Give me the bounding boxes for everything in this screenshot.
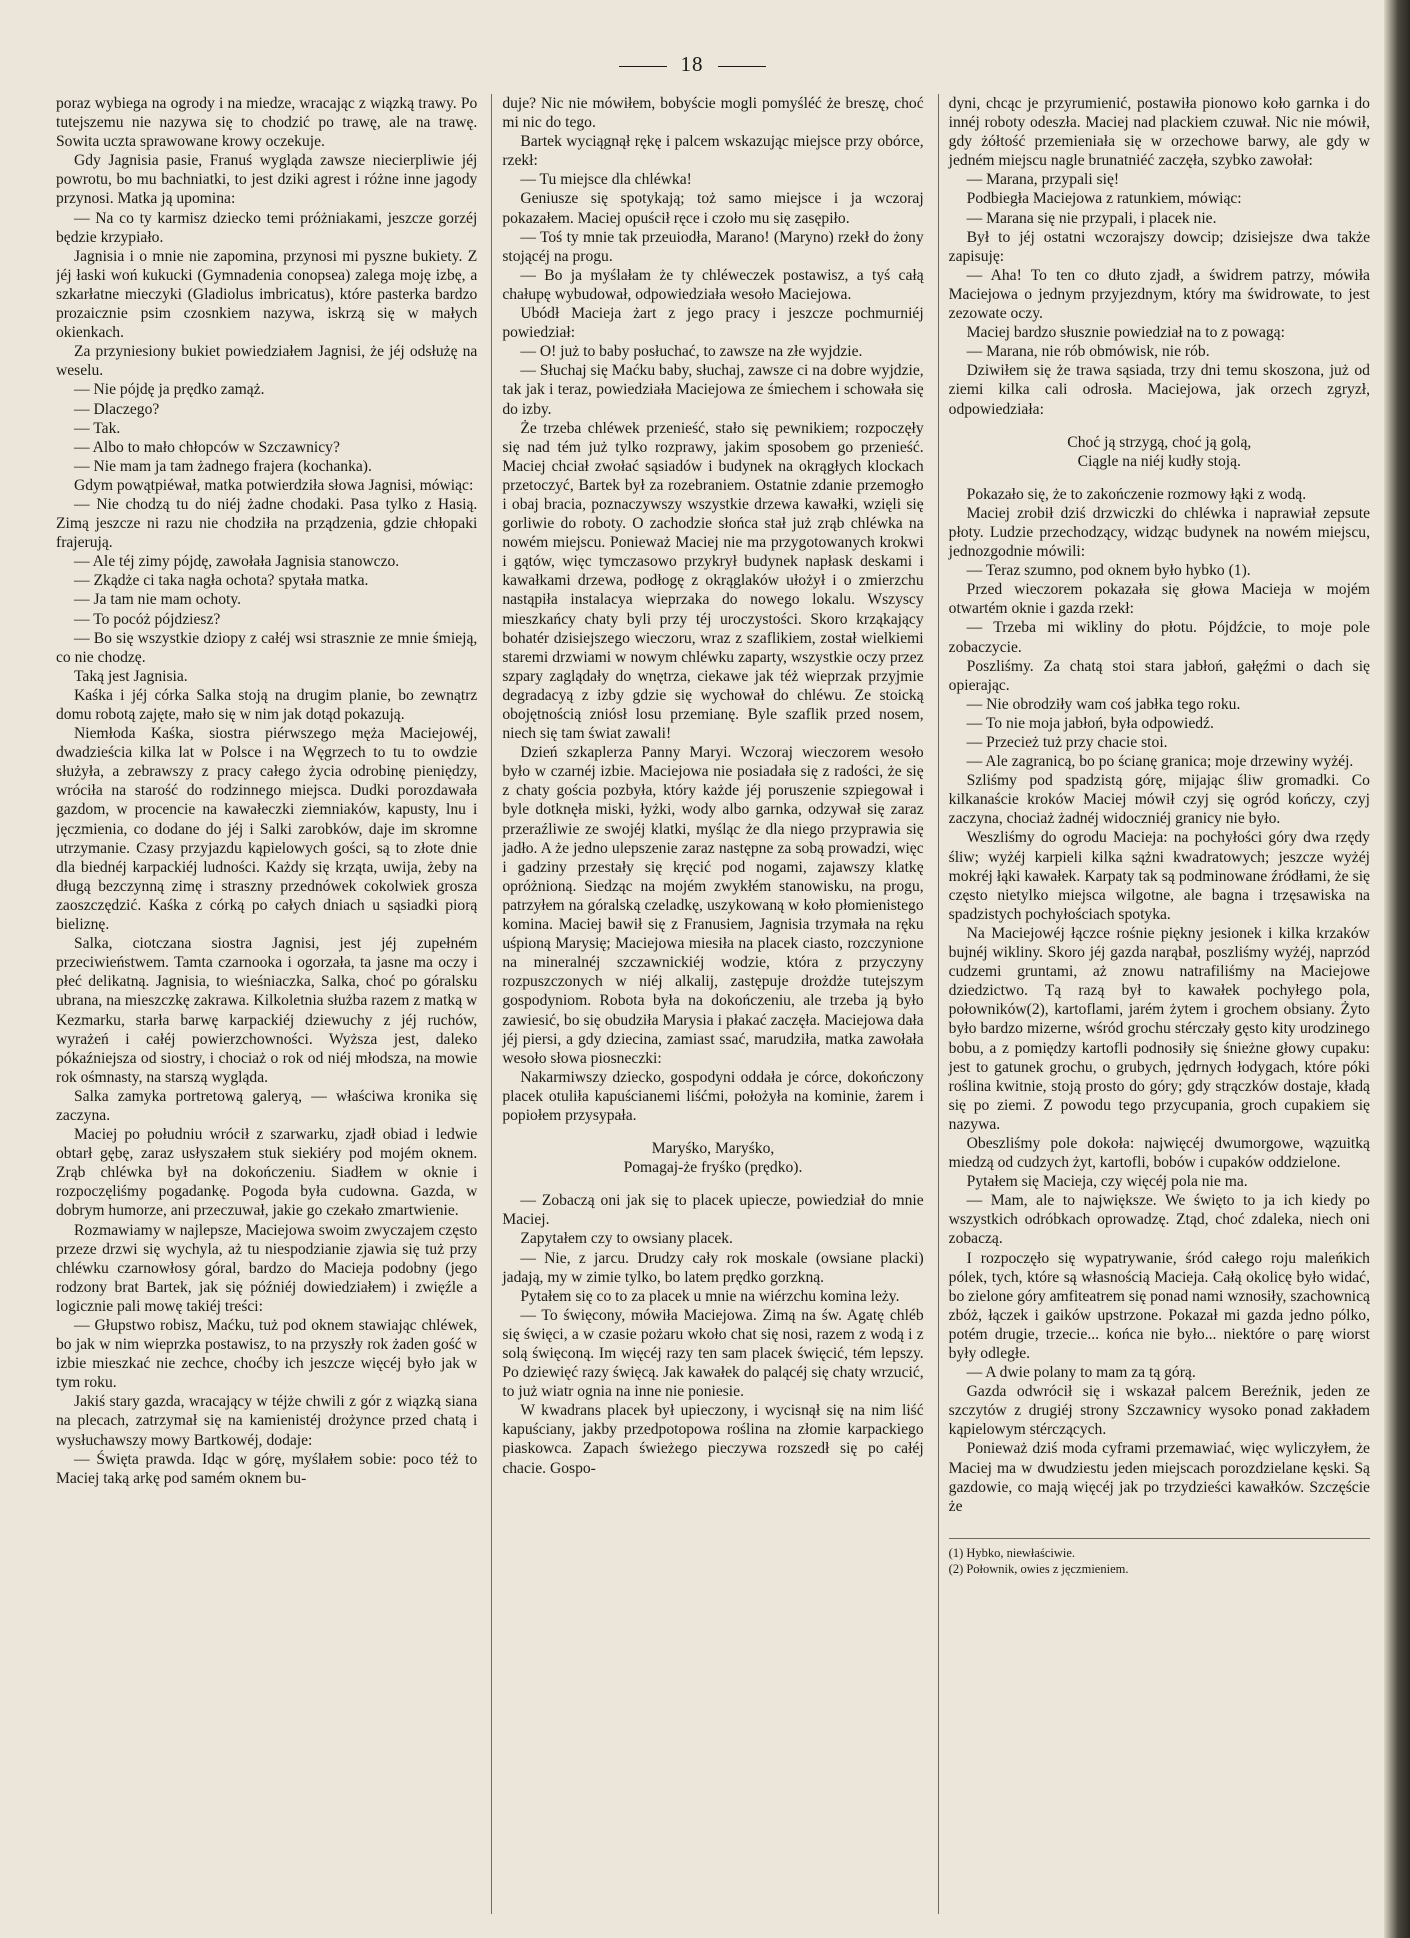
paragraph: Pokazało się, że to zakończenie rozmowy łąki z wodą.	[966, 485, 1307, 503]
paragraph: Nakarmiwszy dziecko, gospodyni oddała je córce, dokończony placek otuliła kapuścianemi liśćmi, położyła na kominie, żarem i popiołem przysypała.	[502, 1068, 924, 1124]
paragraph: — Trzeba mi wikliny do płotu. Pójdźcie, to moje pole zobaczycie.	[948, 619, 1370, 656]
paragraph: — Bo ja myślałam że ty chléweczek postawisz, a tyś całą chałupę wybudował, odpowiedziała wesoło Maciejowa.	[502, 266, 924, 303]
paragraph: — Nie chodzą tu do niéj żadne chodaki. Pasa tylko z Hasią. Zimą jeszcze ni razu nie chodziła na prządzenia, gdzie chłopaki frajerują.	[56, 495, 478, 552]
footnote: (1) Hybko, niewłaściwie.	[948, 1545, 1076, 1560]
footnotes	[949, 1538, 1370, 1577]
text-columns	[56, 94, 1370, 1914]
paragraph: Maciej bardzo słusznie powiedział na to z powagą:	[966, 324, 1285, 342]
paragraph: — Teraz szumno, pod oknem było hybko (1).	[966, 562, 1251, 580]
paragraph: poraz wybiega na ogrody i na miedze, wracając z wiązką trawy. Po tutejszemu nie nazywa się to chodzić po trawę, ale na trawę. Sowita uczta sprawowane krowy oczekuje.	[56, 95, 478, 151]
paragraph: Ponieważ dziś moda cyframi przemawiać, więc wyliczyłem, że Maciej ma w dwudziestu jeden miejscach porozdzielane kęski. Są gazdowie, co mają więcéj jak po trzydzieści kawałków. Szczęście że	[948, 1440, 1370, 1515]
paragraph: Przed wieczorem pokazała się głowa Macieja w mojém otwartém oknie i gazda rzekł:	[948, 581, 1370, 618]
paragraph: Za przyniesiony bukiet powiedziałem Jagnisi, że jéj odsłużę na weselu.	[56, 343, 478, 380]
paragraph: Poszliśmy. Za chatą stoi stara jabłoń, gałęźmi o dach się opierając.	[948, 657, 1370, 694]
paragraph: — Tu miejsce dla chléwka!	[520, 171, 692, 189]
paragraph: — Toś ty mnie tak przeuiodła, Marano! (Maryno) rzekł do żony stojącéj na progu.	[502, 228, 924, 265]
paragraph: Pytałem się Macieja, czy więcéj pola nie ma.	[966, 1173, 1248, 1191]
paragraph: W kwadrans placek był upieczony, i wycisnął się na nim liść kapuściany, jakby przedpotopowa roślina na złomie karpackiego piaskowca. Zapach świeżego pieczywa rozszedł się po całéj chacie. Gospo-	[502, 1402, 924, 1477]
paragraph: Obeszliśmy pole dokoła: najwięcéj dwumorgowe, wązuitką miedzą od cudzych żyt, kartofli, bobów i cupaków oddzielone.	[948, 1134, 1370, 1172]
column-3	[938, 94, 1370, 1914]
footnote: (2) Połownik, owies z jęczmieniem.	[948, 1561, 1129, 1576]
paragraph: Bartek wyciągnął rękę i palcem wskazując miejsce przy obórce, rzekł:	[502, 133, 924, 170]
paragraph: — A dwie polany to mam za tą górą.	[966, 1364, 1196, 1382]
paragraph: — Zobaczą oni jak się to placek upiecze, powiedział do mnie Maciej.	[502, 1192, 924, 1229]
paragraph: — Marana się nie przypali, i placek nie.	[966, 209, 1217, 227]
header-dash-left	[619, 66, 667, 67]
column-1	[56, 94, 477, 1914]
paragraph: — Święta prawda. Idąc w górę, myślałem sobie: poco téż to Maciej taką arkę pod samém oknem bu-	[56, 1450, 478, 1487]
paragraph: Gazda odwrócił się i wskazał palcem Bereźnik, jeden ze szczytów z drugiéj strony Szczawnicy wysoko ponad zakładem kąpielowym stérczących.	[948, 1383, 1370, 1439]
verse-line: Pomagaj-że fryśko (prędko).	[623, 1159, 803, 1177]
paragraph: Rozmawiamy w najlepsze, Maciejowa swoim zwyczajem często przeze drzwi się wychyla, aż tu niespodzianie zjawia się tuż przy chléwku czarnowłosy góral, bardzo do Macieja podobny (jego rodzony brat Bartek, jak się późniéj dowiedziałem) i zwięźle a logicznie pali mowę takiéj treści:	[56, 1221, 478, 1315]
paragraph: — Tak.	[74, 419, 121, 437]
paragraph: — Nie pójdę ja prędko zamąż.	[74, 381, 265, 399]
paragraph: dyni, chcąc je przyrumienić, postawiła pionowo koło garnka i do innéj roboty odeszła. Maciej nad plackiem czuwał. Nic nie mówił, gdy żółtość przemieniała się w orzechowe barwy, ale gdy w jedném miejscu nagle brunatniéć zaczęła, szybko zawołał:	[948, 95, 1370, 170]
verse-line: Ciągle na niéj kudły stoją.	[1077, 452, 1241, 470]
paragraph: Taką jest Jagnisia.	[74, 667, 188, 685]
paragraph: Jakiś stary gazda, wracający w téjże chwili z gór z wiązką siana na plecach, zatrzymał się na kamienistéj drożynce przed chatą i wysłuchawszy mowy Bartkowéj, dodaje:	[56, 1393, 478, 1449]
paragraph: — Ja tam nie mam ochoty.	[74, 591, 242, 609]
paragraph: Gdym powątpiéwał, matka potwierdziła słowa Jagnisi, mówiąc:	[74, 476, 474, 494]
page-edge-shadow	[1384, 0, 1410, 1938]
paragraph: Ubódł Macieja żart z jego pracy i jeszcze pochmurniéj powiedział:	[502, 305, 924, 342]
paragraph: Że trzeba chléwek przenieść, stało się pewnikiem; rozpoczęły się nad tém już tylko rozprawy, jakim sposobem go przenieść. Maciej chciał zwołać sąsiadów i budynek na okrągłych klockach przetoczyć, Bartek był za rozebraniem. Ostatnie zdanie przemogło i obaj bracia, poznaczywszy wszystkie drzewa kawałki, wzięli się gorliwie do roboty. O zachodzie słońca stał już zrąb chléwka na nowém miejscu. Ponieważ Maciej nie ma przygotowanych krokwi i gątów, więc tymczasowo przykrył budynek napłask deskami i kawałkami drzewa, podłogę z okrąglaków ułożył i o zmierzchu nastąpiła instalacya wieprzaka do nowego lokalu. Wszyscy mieszkańcy chaty byli przy téj uroczystości. Skoro krząkający bohatér dzisiejszego wieczoru, wraz z szaflikiem, został wielkiemi staremi drzwiami w nowym chléwku zaparty, wszystkie oczy przez szpary zaglądały do wnętrza, ciekawe jak téż wieprzak przyjmie degradacyą z izby gdzie się wychował do chléwu. Ze stoicką obojętnością zniósł losu przemianę. Byle szaflik przed nosem, niech się tam świat zawali!	[502, 419, 924, 743]
header-dash-right	[718, 66, 766, 67]
paragraph: Podbiegła Maciejowa z ratunkiem, mówiąc:	[966, 190, 1242, 208]
paragraph: — Albo to mało chłopców w Szczawnicy?	[74, 438, 340, 456]
paragraph: — Nie mam ja tam żadnego frajera (kochanka).	[74, 457, 372, 475]
paragraph: Maciej po południu wrócił z szarwarku, zjadł obiad i ledwie obtarł gębę, zaraz usłyszałem stuk siekiéry pod mojém oknem. Zrąb chléwka był na dokończeniu. Siadłem w oknie i rozpoczęliśmy pogadankę. Pogoda była cudowna. Gazda, w dobrym humorze, ani przeczuwał, jakie go czekało zmartwienie.	[56, 1126, 478, 1220]
paragraph: Kaśka i jéj córka Salka stoją na drugim planie, bo zewnątrz domu robotą zajęte, mało się w nim jak dotąd pokazują.	[56, 686, 478, 723]
paragraph: — Mam, ale to największe. We święto to ja ich kiedy po wszystkich odróbkach oprowadzę. Ztąd, choć zdaleka, niech oni zobaczą.	[948, 1192, 1370, 1248]
paragraph: — To pocóż pójdziesz?	[74, 610, 221, 628]
paragraph: — Na co ty karmisz dziecko temi próżniakami, jeszcze gorzéj będzie krzypiało.	[56, 209, 478, 246]
paragraph: Na Maciejowéj łączce rośnie piękny jesionek i kilka krzaków bujnéj wikliny. Skoro jéj gazda narąbał, poszliśmy wyżéj, naprzód cudzemi gruntami, aż znowu natrafiliśmy na Maciejowe dziedzictwo. Tą razą był to kawałek pochyłego pola, połowników(2), kartoflami, jarém żytem i grochem obsiany. Żyto było bardzo mizerne, wśród grochu stérczały gęsto kity urodzinego bobu, a z pomiędzy kartofli podnosiły się śnieżne głowy cupaku: jest to gatunek grochu, o grubych, jędrnych łodygach, które póki roślina kwitnie, stoją prosto do góry; gdy strączków dostaje, kładą się po ziemi. Z powodu tego przycupania, groch cupakiem się nazywa.	[948, 924, 1370, 1133]
paragraph: — Marana, przypali się!	[966, 171, 1120, 189]
paragraph: — Bo się wszystkie dziopy z całéj wsi strasznie ze mnie śmieją, co nie chodzę.	[56, 629, 478, 666]
paragraph: — Głupstwo robisz, Maćku, tuż pod oknem stawiając chléwek, bo jak w nim wieprzka postawisz, to na przyszły rok żaden gość w izbie mieszkać nie zechce, choćby ich jeszcze więcéj było jak w tym roku.	[56, 1317, 478, 1392]
paragraph: Niemłoda Kaśka, siostra piérwszego męża Maciejowéj, dwadzieścia kilka lat w Polsce i na Węgrzech to tu to owdzie służyła, a zebrawszy z pracy całego życia odrobinę pieniędzy, wróciła na starość do rodzinnego miejsca. Dudki porozdawała gazdom, w procencie na kawałeczki ziemniaków, kapusty, lnu i jęczmienia, co dodane do jéj i Salki zarobków, daje im skromne utrzymanie. Czasy przyjazdu kąpielowych gości, są to złote dnie dla biednéj karpackiéj ludności. Każdy się krząta, uwija, żeby na długą bezczynną zimę i straszny przednówek cokolwiek grosza zaoszczędzić. Kaśka z córką po całych dniach u sąsiadki piorą bieliznę.	[56, 725, 478, 934]
paragraph: Dziwiłem się że trawa sąsiada, trzy dni temu skoszona, już od ziemi kilka cali odrosła. Maciejowa, jak orzech zgryzł, odpowiedziała:	[948, 362, 1370, 418]
paragraph: — Nie obrodziły wam coś jabłka tego roku.	[966, 695, 1241, 713]
paragraph: — Ale téj zimy pójdę, zawołała Jagnisia stanowczo.	[74, 553, 400, 571]
paragraph: Maciej zrobił dziś drzwiczki do chléwka i naprawiał zepsute płoty. Ludzie przechodzący, widząc budynek na nowém miejscu, jednozgodnie mówili:	[948, 504, 1370, 561]
verse-line: Maryśko, Maryśko,	[651, 1140, 775, 1158]
paragraph: Był to jéj ostatni wczorajszy dowcip; dzisiejsze dwa także zapisuję:	[948, 228, 1370, 265]
paragraph: — Zkądże ci taka nagła ochota? spytała matka.	[74, 572, 369, 590]
paragraph: — To święcony, mówiła Maciejowa. Zimą na św. Agatę chléb się święci, a w czasie pożaru wkoło chat się nosi, razem z wodą i z solą święconą. Im więcéj razy ten sam placek święcić, tém lepszy. Po dziewięć razy święcą. Jak kawałek do palącéj się chaty wrzucić, to już wiatr ognia na inne nie poniesie.	[502, 1306, 924, 1401]
paragraph: — Dlaczego?	[74, 400, 160, 418]
verse	[949, 433, 1370, 471]
paragraph: — Nie, z jarcu. Drudzy cały rok moskale (owsiane placki) jadają, my w zimie tylko, bo latem prędko gorzkną.	[502, 1249, 924, 1286]
column-2	[491, 94, 923, 1914]
paragraph: Weszliśmy do ogrodu Macieja: na pochyłości góry dwa rzędy śliw; wyżéj karpieli kilka sążni kwadratowych; jeszcze wyżéj mokréj łąki kawałek. Karpaty tak są podminowane źródłami, że się często nietylko miejsca wilgotne, ale bagna i trzęsawiska na spadzistych pochyłościach spotyka.	[948, 829, 1370, 923]
paragraph: Zapytałem czy to owsiany placek.	[520, 1230, 733, 1248]
paragraph: Gdy Jagnisia pasie, Franuś wygląda zawsze niecierpliwie jéj powrotu, bo mu bachniatki, to jest dziki agrest i różne inne jagody przynosi. Matka ją upomina:	[56, 152, 478, 208]
paragraph: — Słuchaj się Maćku baby, słuchaj, zawsze ci na dobre wyjdzie, tak jak i teraz, powiedziała Maciejowa ze śmiechem i schowała się do izby.	[502, 362, 924, 418]
paragraph: I rozpoczęło się wypatrywanie, śród całego roju maleńkich pólek, tych, które są własnością Macieja. Całą okolicę było widać, bo zielone góry amfiteatrem się ponad nami wznosiły, szachownicą zbóż, łączek i gaików upstrzone. Pokazał mi gazda jedno pólko, potém drugie, trzecie... końca nie było... niektóre o parę wiorst były odległe.	[948, 1249, 1370, 1362]
paragraph: — To nie moja jabłoń, była odpowiedź.	[966, 714, 1214, 732]
page-number: 18	[680, 52, 704, 76]
paragraph: Dzień szkaplerza Panny Maryi. Wczoraj wieczorem wesoło było w czarnéj izbie. Maciejowa nie posiadała się z radości, że się z chaty gościa pozbyła, który każde jéj poruszenie szpiegował i byle dotknęła miski, łyżki, wody albo garnka, odzywał się zaraz przeraźliwie ze swojéj klatki, myśląc że dla niego przyprawia się jadło. A że jedno ulepszenie zaraz następne za sobą prowadzi, więc i gadziny przestały się kręcić pod nogami, zajawszy klatkę opróżnioną. Siedząc na mojém zwykłém stanowisku, na progu, patrzyłem na góralską czeladkę, uszykowaną w koło płomienistego komina. Maciej bawił się z Franusiem, Jagnisia trzymała na ręku uśpioną Marysię; Maciejowa miesiła na placek ciasto, rozczynione na mineralnéj szczawnickiéj wodzie, która z przyczyny rozpuszczonych w niéj alkalij, zastępuje drożdże tutejszym gospodyniom. Robota była na dokończeniu, ale trzeba ją było zawiesić, bo się obudziła Marysia i płakać zaczęła. Maciejowa dała jéj piersi, a gdy dziecina, zamiast ssać, marudziła, matka zawołała wesoło słowa piosneczki:	[502, 744, 924, 1067]
paragraph: Geniusze się spotykają; toż samo miejsce i ja wczoraj pokazałem. Maciej opuścił ręce i czoło mu się zasępiło.	[502, 190, 924, 227]
verse	[502, 1139, 923, 1177]
paragraph: — Marana, nie rób obmówisk, nie rób.	[966, 343, 1210, 361]
verse-line: Choć ją strzygą, choć ją golą,	[1067, 433, 1252, 451]
paragraph: Salka zamyka portretową galeryą, — właściwa kronika się zaczyna.	[56, 1087, 478, 1124]
paragraph: — Aha! To ten co dłuto zjadł, a świdrem patrzy, mówiła Maciejowa o jednym przyjezdnym, który ma świdrowate, to jest zezowate oczy.	[948, 266, 1370, 323]
paragraph: duje? Nic nie mówiłem, bobyście mogli pomyśléć że breszę, choć mi nic do tego.	[502, 95, 924, 132]
paragraph: Salka, ciotczana siostra Jagnisi, jest jéj zupełném przeciwieństwem. Tamta czarnooka i ogorzała, ta jasne ma oczy i płeć delikatną. Jagnisia, to wieśniaczka, Salka, choć po góralsku ubrana, na mieszczkę zakrawa. Kilkoletnia służba razem z matką w Kezmarku, starła barwę karpackiéj dziewuchy z jéj ruchów, wyrażeń i całéj powierzchowności. Wyższa jest, daleko pókaźniejsza od siostry, i chociaż o rok od niéj młodsza, na mowie rok ośmnasty, na starszą wygląda.	[56, 935, 478, 1086]
paragraph: — O! już to baby posłuchać, to zawsze na złe wyjdzie.	[520, 343, 863, 361]
paragraph: — Ale zagranicą, bo po ścianę granica; moje drzewiny wyżéj.	[966, 753, 1354, 771]
paragraph: Pytałem się co to za placek u mnie na wiérzchu komina leży.	[520, 1287, 900, 1305]
paragraph: Jagnisia i o mnie nie zapomina, przynosi mi pyszne bukiety. Z jéj łaski woń kukucki (Gymnadenia conopsea) zalega moję izbę, a szkarłatne mieczyki (Gladiolus imbricatus), które pasterka bardzo prozaicznie psim czosnkiem nazywa, iskrzą się w małych okienkach.	[56, 247, 478, 342]
paragraph: — Przecież tuż przy chacie stoi.	[966, 734, 1168, 751]
page-header	[0, 52, 1384, 77]
paragraph: Szliśmy pod spadzistą górę, mijając śliw gromadki. Co kilkanaście kroków Maciej mówił czyj się ogród kończy, czyj zaczyna, chociaż żadnéj widoczniéj granicy nie było.	[948, 772, 1370, 828]
